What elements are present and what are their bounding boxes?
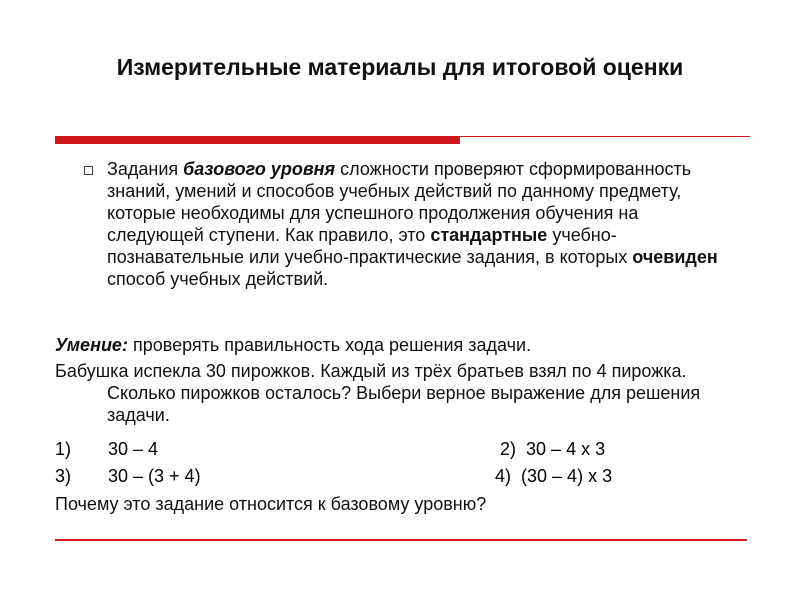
option-1-expression: 30 – 4: [108, 439, 159, 459]
options-row-1: [55, 438, 745, 460]
option-4: 4) (30 – 4) х 3: [495, 466, 613, 486]
title-divider-thick: [55, 136, 460, 144]
intro-paragraph: Задания базового уровня сложности проверяют сформированность знаний, умений и способов учебных действий по данному предмету, которые необходимы для успешного продолжения обучения на следующей ступени. Как правило, это стандартные учебно-познавательные или учебно-практические задания, в которых очевиден способ учебных действий.: [107, 159, 718, 289]
emphasis-obvious: очевиден: [632, 247, 718, 267]
closing-question: Почему это задание относится к базовому уровню?: [55, 494, 487, 514]
option-1-number: 1): [55, 439, 72, 459]
bottom-divider: [55, 539, 747, 541]
skill-line: [55, 334, 745, 356]
bullet-square-icon: [84, 166, 93, 175]
skill-label: Умение:: [55, 335, 128, 355]
title-divider-thin: [460, 136, 750, 137]
option-3-expression: 30 – (3 + 4): [108, 466, 201, 486]
options-row-2: [55, 465, 745, 487]
option-2: 2) 30 – 4 х 3: [500, 439, 606, 459]
option-3-number: 3): [55, 466, 72, 486]
emphasis-basic-level: базового уровня: [183, 159, 336, 179]
task-text: Бабушка испекла 30 пирожков. Каждый из трёх братьев взял по 4 пирожка. Сколько пирожков осталось? Выбери верное выражение для решения задачи.: [55, 361, 701, 425]
skill-text: проверять правильность хода решения задачи.: [127, 335, 532, 355]
emphasis-standard: стандартные: [430, 225, 548, 245]
slide-title: Измерительные материалы для итоговой оценки: [116, 54, 684, 80]
